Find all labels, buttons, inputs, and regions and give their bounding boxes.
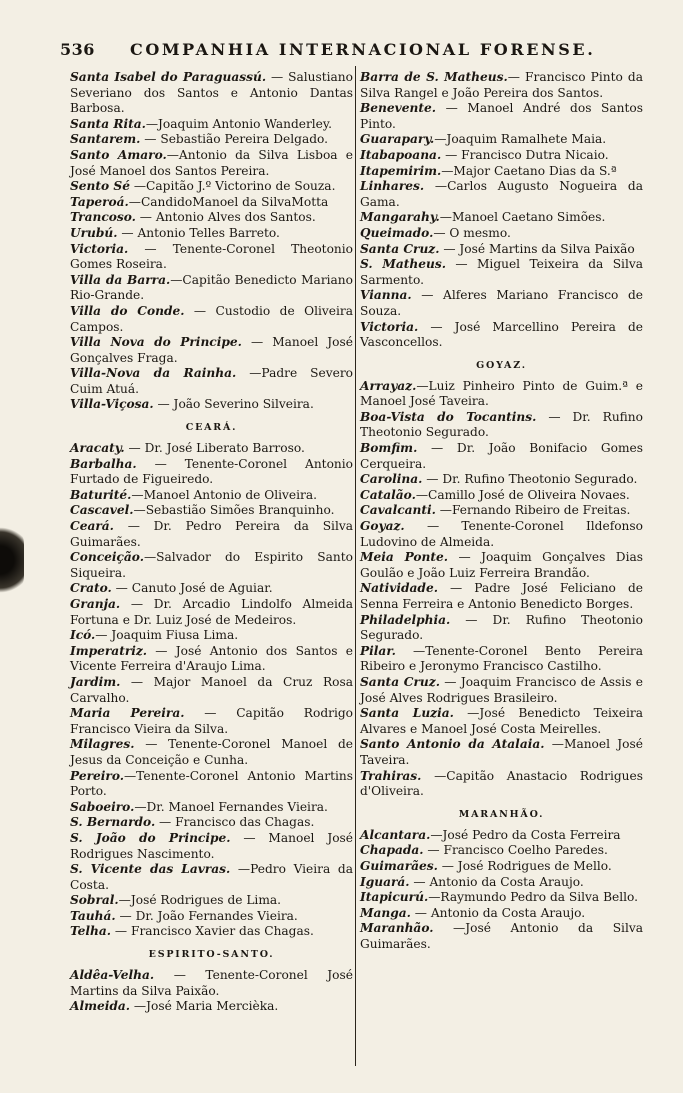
entry-person-names: — Manoel José Rodrigues Nascimento.: [70, 830, 354, 861]
entry-person-names: — Capitão Rodrigo Francisco Vieira da Silva.: [70, 706, 353, 736]
entry-person-names: — Joaquim Fiusa Lima.: [95, 628, 239, 643]
entry-person-names: —José Maria Mercièka.: [130, 999, 279, 1014]
entry-place-name: Alcantara.: [360, 827, 431, 842]
entry-place-name: Icó.: [70, 628, 96, 643]
directory-entry: [70, 924, 353, 940]
entry-place-name: Sento Sé: [70, 179, 130, 194]
entry-person-names: — Dr. José Liberato Barroso.: [124, 441, 305, 456]
entry-place-name: Villa-Nova da Rainha.: [70, 366, 237, 381]
directory-entry: [360, 737, 643, 768]
entry-person-names: — José Rodrigues de Mello.: [437, 858, 612, 873]
entry-place-name: Victoria.: [70, 241, 129, 256]
entry-person-names: — Major Manoel da Cruz Rosa Carvalho.: [70, 674, 353, 705]
entry-place-name: Santarem.: [70, 132, 141, 147]
entry-place-name: Villa do Conde.: [70, 303, 185, 318]
entry-person-names: — Sebastião Pereira Delgado.: [140, 132, 329, 147]
directory-entry: [360, 242, 643, 258]
directory-entry: [70, 179, 353, 195]
entry-place-name: Guimarães.: [360, 858, 438, 873]
section-heading: CEARÁ.: [185, 422, 238, 434]
entry-place-name: Saboeiro.: [70, 799, 135, 814]
directory-entry: [360, 859, 643, 875]
directory-entry: [70, 831, 353, 862]
entry-place-name: Itapemirim.: [360, 163, 442, 178]
entry-person-names: —CandidoManoel da SilvaMotta: [128, 194, 329, 209]
entry-person-names: — Canuto José de Aguiar.: [111, 581, 273, 596]
directory-entry: [70, 769, 353, 800]
entry-person-names: —José Rodrigues de Lima.: [118, 893, 282, 908]
entry-person-names: — Padre José Feliciano de Senna Ferreira e Antonio Benedicto Borges.: [360, 581, 643, 611]
entry-place-name: Mangarahy.: [360, 210, 440, 225]
entry-place-name: Pereiro.: [70, 768, 124, 783]
directory-entry: [360, 675, 643, 706]
directory-entry: [70, 488, 353, 504]
entry-person-names: — Francisco Xavier das Chagas.: [111, 924, 314, 939]
entry-place-name: Taperoá.: [70, 194, 129, 209]
directory-entry: [360, 890, 643, 906]
directory-entry: [70, 644, 353, 675]
entry-person-names: —Tenente-Coronel Antonio Martins Porto.: [70, 768, 353, 799]
entry-person-names: — Dr. Arcadio Lindolfo Almeida Fortuna e Dr. Luiz José de Medeiros.: [70, 597, 353, 627]
entry-person-names: — Antonio da Costa Araujo.: [409, 874, 584, 889]
entry-place-name: Carolina.: [360, 472, 423, 487]
directory-entry: [360, 70, 643, 101]
directory-entry: [360, 288, 643, 319]
directory-entry: [70, 195, 353, 211]
entry-person-names: —Luiz Pinheiro Pinto de Guim.ª e Manoel José Taveira.: [360, 378, 643, 409]
directory-entry: [70, 117, 353, 133]
directory-entry: [360, 164, 643, 180]
entry-place-name: Queimado.: [360, 225, 434, 240]
directory-entry: [360, 503, 643, 519]
entry-person-names: — Joaquim Francisco de Assis e José Alves Rodrigues Brasileiro.: [360, 674, 643, 705]
entry-place-name: Telha.: [70, 924, 112, 939]
directory-entry: [70, 893, 353, 909]
directory-entry: [360, 519, 643, 550]
entry-place-name: S. Bernardo.: [70, 815, 156, 830]
directory-entry: [70, 597, 353, 628]
directory-entry: [70, 397, 353, 413]
entry-person-names: — Tenente-Coronel Manoel de Jesus da Conceição e Cunha.: [70, 737, 353, 767]
entry-person-names: — Dr. Pedro Pereira da Silva Guimarães.: [70, 519, 353, 549]
directory-entry: [70, 304, 353, 335]
entry-place-name: Barra de S. Matheus.: [360, 70, 508, 84]
entry-person-names: — Francisco Dutra Nicaio.: [441, 147, 609, 162]
entry-person-names: —Raymundo Pedro da Silva Bello.: [428, 890, 639, 905]
entry-place-name: Goyaz.: [360, 519, 405, 534]
directory-entry: [360, 488, 643, 504]
entry-person-names: — Joaquim Gonçalves Dias Goulão e João Luiz Ferreira Brandão.: [360, 550, 644, 580]
section-heading: MARANHÃO.: [458, 808, 545, 820]
entry-person-names: —Pedro Vieira da Costa.: [70, 862, 353, 892]
entry-place-name: S. Matheus.: [360, 257, 446, 272]
entry-person-names: — Francisco Coelho Paredes.: [423, 843, 608, 858]
entry-person-names: —Capitão Benedicto Mariano Rio-Grande.: [70, 272, 353, 303]
directory-entry: [360, 875, 643, 891]
page-number: 536: [60, 40, 95, 59]
entry-place-name: Boa-Vista do Tocantins.: [360, 409, 537, 424]
entry-place-name: Itabapoana.: [360, 147, 442, 162]
entry-place-name: Meia Ponte.: [360, 550, 449, 565]
entry-place-name: Linhares.: [360, 179, 425, 194]
entry-place-name: Villa-Viçosa.: [70, 397, 154, 412]
entry-person-names: — Francisco Pinto da Silva Rangel e João Pereira dos Santos.: [360, 70, 643, 100]
entry-place-name: Santa Rita.: [70, 116, 146, 131]
entry-place-name: Sobral.: [70, 893, 119, 908]
entry-person-names: —Major Caetano Dias da S.ª: [441, 163, 617, 178]
entry-person-names: — Tenente-Coronel Theotonio Gomes Roseira.: [70, 241, 353, 272]
entry-place-name: Ceará.: [70, 519, 114, 534]
directory-entry: [70, 148, 353, 179]
directory-entry: [360, 472, 643, 488]
entry-place-name: Aldêa-Velha.: [70, 968, 155, 983]
directory-entry: [70, 132, 353, 148]
entry-place-name: Granja.: [70, 597, 121, 611]
entry-person-names: — Tenente-Coronel Ildefonso Ludovino de Almeida.: [360, 519, 643, 549]
entry-person-names: —Sebastião Simões Branquinho.: [133, 503, 335, 518]
entry-place-name: Cavalcanti.: [360, 503, 436, 518]
directory-entry: [70, 441, 353, 457]
entry-place-name: Benevente.: [360, 101, 436, 116]
entry-person-names: —José Antonio da Silva Guimarães.: [360, 921, 643, 951]
directory-entry: [360, 441, 643, 472]
entry-place-name: Pilar.: [360, 643, 396, 658]
entry-place-name: Chapada.: [360, 843, 424, 858]
directory-entry: [360, 410, 643, 441]
entry-person-names: —Salvador do Espirito Santo Siqueira.: [70, 550, 353, 580]
entry-person-names: — José Marcellino Pereira de Vasconcellos.: [360, 319, 643, 350]
entry-place-name: S. Vicente das Lavras.: [70, 862, 231, 877]
directory-entry: [70, 628, 353, 644]
directory-entry: [70, 210, 353, 226]
directory-entry: [70, 366, 353, 397]
entry-person-names: — José Martins da Silva Paixão: [439, 241, 635, 256]
entry-person-names: —Fernando Ribeiro de Freitas.: [435, 503, 631, 518]
directory-entry: [360, 843, 643, 859]
directory-entry: [360, 179, 643, 210]
entry-person-names: — Dr. João Fernandes Vieira.: [115, 908, 298, 923]
directory-entry: [360, 550, 643, 581]
entry-person-names: — Francisco das Chagas.: [155, 815, 315, 830]
directory-entry: [70, 519, 353, 550]
entry-place-name: Cascavel.: [70, 503, 134, 518]
entry-person-names: —Joaquim Ramalhete Maia.: [434, 132, 607, 147]
entry-person-names: — Tenente-Coronel Antonio Furtado de Figueiredo.: [70, 456, 353, 487]
directory-entry: [360, 769, 643, 800]
directory-entry: [70, 675, 353, 706]
entry-place-name: Santa Cruz.: [360, 241, 440, 256]
entry-place-name: Guarapary.: [360, 132, 435, 147]
directory-entry: [70, 457, 353, 488]
entry-place-name: Maranhão.: [360, 921, 434, 936]
directory-entry: [360, 210, 643, 226]
entry-place-name: Victoria.: [360, 319, 419, 334]
directory-entry: [70, 226, 353, 242]
entry-person-names: —José Pedro da Costa Ferreira: [430, 827, 621, 842]
entry-place-name: Maria Pereira.: [70, 706, 185, 721]
directory-entry: [70, 909, 353, 925]
entry-person-names: — José Antonio dos Santos e Vicente Ferreira d'Araujo Lima.: [70, 643, 353, 674]
entry-person-names: — Antonio da Costa Araujo.: [410, 905, 586, 920]
entry-person-names: — Antonio Alves dos Santos.: [135, 210, 316, 225]
entry-person-names: —José Benedicto Teixeira Alvares e Manoel José Costa Meirelles.: [360, 706, 643, 736]
directory-entry: [70, 581, 353, 597]
entry-person-names: — O mesmo.: [433, 225, 511, 240]
directory-entry: [360, 226, 643, 242]
entry-place-name: Tauhá.: [70, 908, 116, 923]
running-head-title: COMPANHIA INTERNACIONAL FORENSE.: [130, 40, 596, 59]
entry-person-names: —Manoel Antonio de Oliveira.: [131, 487, 317, 502]
directory-entry: [360, 613, 643, 644]
entry-person-names: —Dr. Manoel Fernandes Vieira.: [134, 799, 328, 814]
entry-place-name: Baturité.: [70, 487, 132, 502]
directory-entry: [70, 968, 353, 999]
entry-place-name: Iguará.: [360, 874, 410, 889]
column-divider: [355, 66, 356, 1066]
directory-entry: [360, 906, 643, 922]
entry-place-name: Vianna.: [360, 288, 412, 303]
entry-place-name: Itapicurú.: [360, 890, 429, 905]
entry-person-names: — Antonio Telles Barreto.: [117, 225, 280, 240]
entry-place-name: Philadelphia.: [360, 612, 451, 627]
entry-person-names: — Manoel José Gonçalves Fraga.: [70, 335, 353, 365]
entry-person-names: — Salustiano Severiano dos Santos e Antonio Dantas Barbosa.: [70, 70, 353, 116]
entry-person-names: — Dr. Rufino Theotonio Segurado.: [360, 612, 643, 643]
entry-person-names: —Antonio da Silva Lisboa e José Manoel dos Santos Pereira.: [70, 147, 353, 178]
entry-person-names: — Dr. João Bonifacio Gomes Cerqueira.: [360, 441, 643, 471]
entry-place-name: Milagres.: [70, 737, 135, 752]
directory-entry: [70, 273, 353, 304]
entry-place-name: Barbalha.: [70, 456, 137, 471]
directory-entry: [70, 550, 353, 581]
entry-person-names: —Carlos Augusto Nogueira da Gama.: [360, 179, 643, 209]
entry-place-name: Arrayaz.: [360, 378, 417, 393]
entry-person-names: —Capitão Anastacio Rodrigues d'Oliveira.: [360, 768, 643, 799]
directory-entry: [70, 800, 353, 816]
binding-ink-blot: [0, 520, 24, 600]
directory-entry: [360, 148, 643, 164]
entry-person-names: —Camillo José de Oliveira Novaes.: [415, 487, 630, 502]
directory-entry: [70, 862, 353, 893]
entry-person-names: —Padre Severo Cuim Atuá.: [70, 366, 353, 396]
directory-entry: [360, 132, 643, 148]
entry-place-name: Santa Isabel do Paraguassú.: [70, 70, 267, 84]
right-column: [360, 70, 643, 952]
entry-person-names: — Miguel Teixeira da Silva Sarmento.: [360, 257, 643, 287]
entry-place-name: Catalão.: [360, 487, 416, 502]
directory-entry: [360, 706, 643, 737]
entry-place-name: Aracaty.: [70, 441, 125, 456]
entry-person-names: — Tenente-Coronel José Martins da Silva Paixão.: [70, 968, 353, 998]
directory-entry: [70, 999, 353, 1015]
directory-entry: [360, 320, 643, 351]
entry-place-name: Conceição.: [70, 550, 144, 565]
entry-place-name: Santo Antonio da Atalaia.: [360, 737, 545, 752]
entry-person-names: — Manoel André dos Santos Pinto.: [360, 101, 643, 131]
entry-person-names: — Dr. Rufino Theotonio Segurado.: [360, 409, 643, 440]
directory-entry: [360, 257, 643, 288]
entry-place-name: Trahiras.: [360, 768, 422, 783]
entry-place-name: Bomfim.: [360, 441, 418, 456]
entry-place-name: Natividade.: [360, 581, 438, 596]
directory-entry: [360, 828, 643, 844]
entry-place-name: S. João do Principe.: [70, 830, 231, 845]
entry-place-name: Imperatriz.: [70, 643, 148, 658]
entry-place-name: Santa Cruz.: [360, 674, 440, 689]
entry-place-name: Santo Amaro.: [70, 147, 167, 162]
directory-entry: [70, 335, 353, 366]
entry-place-name: Urubú.: [70, 225, 118, 240]
directory-entry: [70, 70, 353, 117]
page-header: [60, 40, 645, 62]
directory-entry: [70, 815, 353, 831]
directory-entry: [360, 101, 643, 132]
directory-entry: [360, 379, 643, 410]
entry-person-names: —Manoel José Taveira.: [360, 737, 643, 767]
section-heading: GOYAZ.: [476, 359, 527, 371]
left-column: [70, 70, 353, 1015]
entry-person-names: — João Severino Silveira.: [153, 397, 314, 412]
directory-entry: [360, 644, 643, 675]
entry-person-names: — Dr. Rufino Theotonio Segurado.: [422, 472, 638, 487]
directory-entry: [70, 737, 353, 768]
entry-place-name: Manga.: [360, 905, 411, 920]
directory-entry: [360, 921, 643, 952]
section-heading: ESPIRITO-SANTO.: [148, 949, 275, 961]
entry-person-names: —Capitão J.º Victorino de Souza.: [129, 179, 336, 194]
entry-place-name: Trancoso.: [70, 210, 136, 225]
entry-person-names: — Custodio de Oliveira Campos.: [70, 303, 354, 334]
entry-place-name: Villa Nova do Principe.: [70, 335, 242, 350]
entry-place-name: Crato.: [70, 581, 112, 596]
entry-place-name: Jardim.: [70, 674, 121, 689]
entry-person-names: —Tenente-Coronel Bento Pereira Ribeiro e Jeronymo Francisco Castilho.: [360, 643, 643, 674]
directory-entry: [70, 242, 353, 273]
entry-person-names: — Alferes Mariano Francisco de Souza.: [360, 288, 643, 318]
entry-person-names: —Manoel Caetano Simões.: [439, 210, 606, 225]
entry-person-names: —Joaquim Antonio Wanderley.: [145, 116, 333, 131]
entry-place-name: Almeida.: [70, 999, 131, 1014]
directory-entry: [360, 581, 643, 612]
entry-place-name: Villa da Barra.: [70, 272, 171, 287]
directory-entry: [70, 706, 353, 737]
directory-entry: [70, 503, 353, 519]
entry-place-name: Santa Luzia.: [360, 706, 454, 721]
